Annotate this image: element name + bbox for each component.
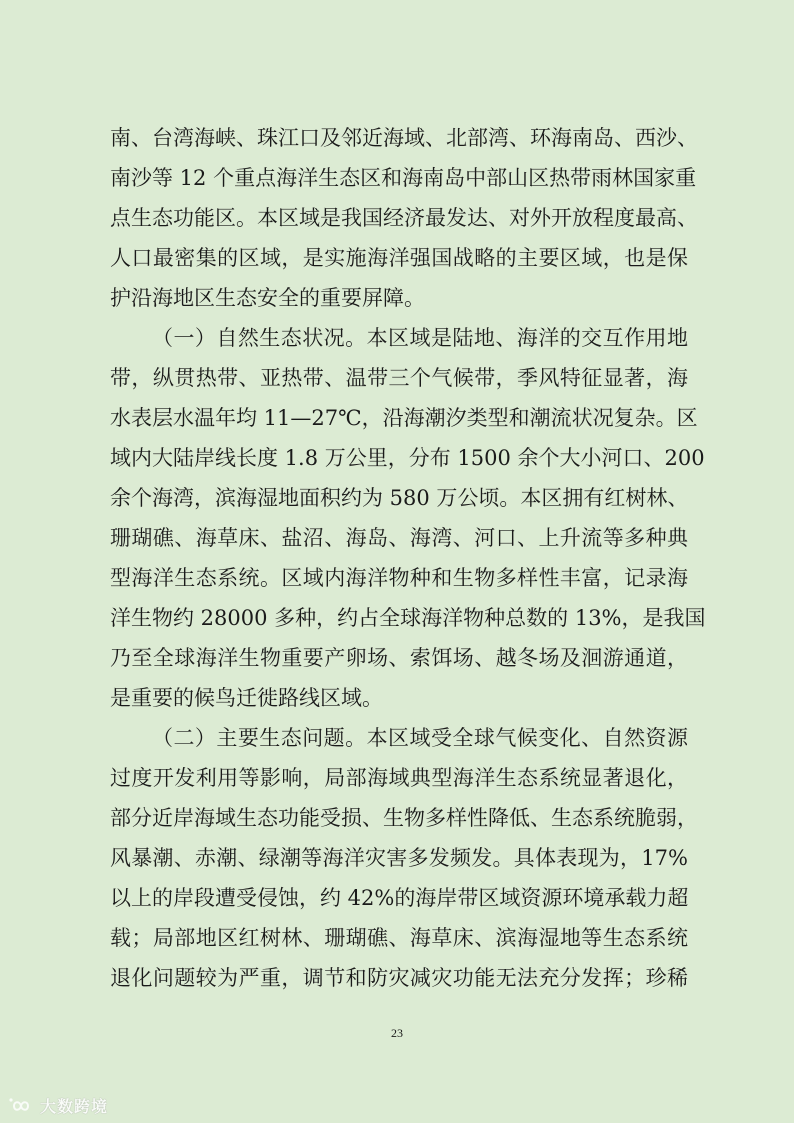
- text-line-19: 风暴潮、赤潮、绿潮等海洋灾害多发频发。具体表现为，17%: [110, 846, 688, 870]
- watermark-text: 大数跨境: [40, 1097, 109, 1116]
- text-line-9: 域内大陆岸线长度 1.8 万公里，分布 1500 余个大小河口、200: [110, 446, 705, 470]
- text-line-14: 乃至全球海洋生物重要产卵场、索饵场、越冬场及洄游通道，: [110, 646, 688, 670]
- text-line-13: 洋生物约 28000 多种，约占全球海洋物种总数的 13%，是我国: [110, 606, 706, 630]
- watermark: [8, 1094, 108, 1117]
- text-line-5: 护沿海地区生态安全的重要屏障。: [110, 286, 425, 310]
- text-line-22: 退化问题较为严重，调节和防灾减灾功能无法充分发挥；珍稀: [110, 966, 688, 990]
- text-line-8: 水表层水温年均 11—27℃，沿海潮汐类型和潮流状况复杂。区: [110, 406, 698, 430]
- text-line-3: 点生态功能区。本区域是我国经济最发达、对外开放程度最高、: [110, 206, 698, 230]
- infinity-logo-icon: [8, 1096, 34, 1116]
- text-line-15: 是重要的候鸟迁徙路线区域。: [110, 686, 383, 710]
- text-line-4: 人口最密集的区域，是实施海洋强国战略的主要区域，也是保: [110, 246, 688, 270]
- text-line-10: 余个海湾，滨海湿地面积约为 580 万公顷。本区拥有红树林、: [110, 486, 689, 510]
- text-line-7: 带，纵贯热带、亚热带、温带三个气候带，季风特征显著，海: [110, 366, 688, 390]
- text-line-18: 部分近岸海域生态功能受损、生物多样性降低、生态系统脆弱，: [110, 806, 698, 830]
- page-number: 23: [391, 1026, 403, 1040]
- text-line-17: 过度开发利用等影响，局部海域典型海洋生态系统显著退化，: [110, 766, 688, 790]
- text-line-11: 珊瑚礁、海草床、盐沼、海岛、海湾、河口、上升流等多种典: [110, 526, 688, 550]
- text-line-12: 型海洋生态系统。区域内海洋物种和生物多样性丰富，记录海: [110, 566, 688, 590]
- text-line-16: （二）主要生态问题。本区域受全球气候变化、自然资源: [152, 726, 688, 750]
- text-line-1: 南、台湾海峡、珠江口及邻近海域、北部湾、环海南岛、西沙、: [110, 126, 698, 150]
- text-line-21: 载；局部地区红树林、珊瑚礁、海草床、滨海湿地等生态系统: [110, 926, 688, 950]
- document-body: [110, 118, 706, 998]
- text-line-6: （一）自然生态状况。本区域是陆地、海洋的交互作用地: [152, 326, 688, 350]
- text-line-20: 以上的岸段遭受侵蚀，约 42%的海岸带区域资源环境承载力超: [110, 886, 689, 910]
- text-line-2: 南沙等 12 个重点海洋生态区和海南岛中部山区热带雨林国家重: [110, 166, 697, 190]
